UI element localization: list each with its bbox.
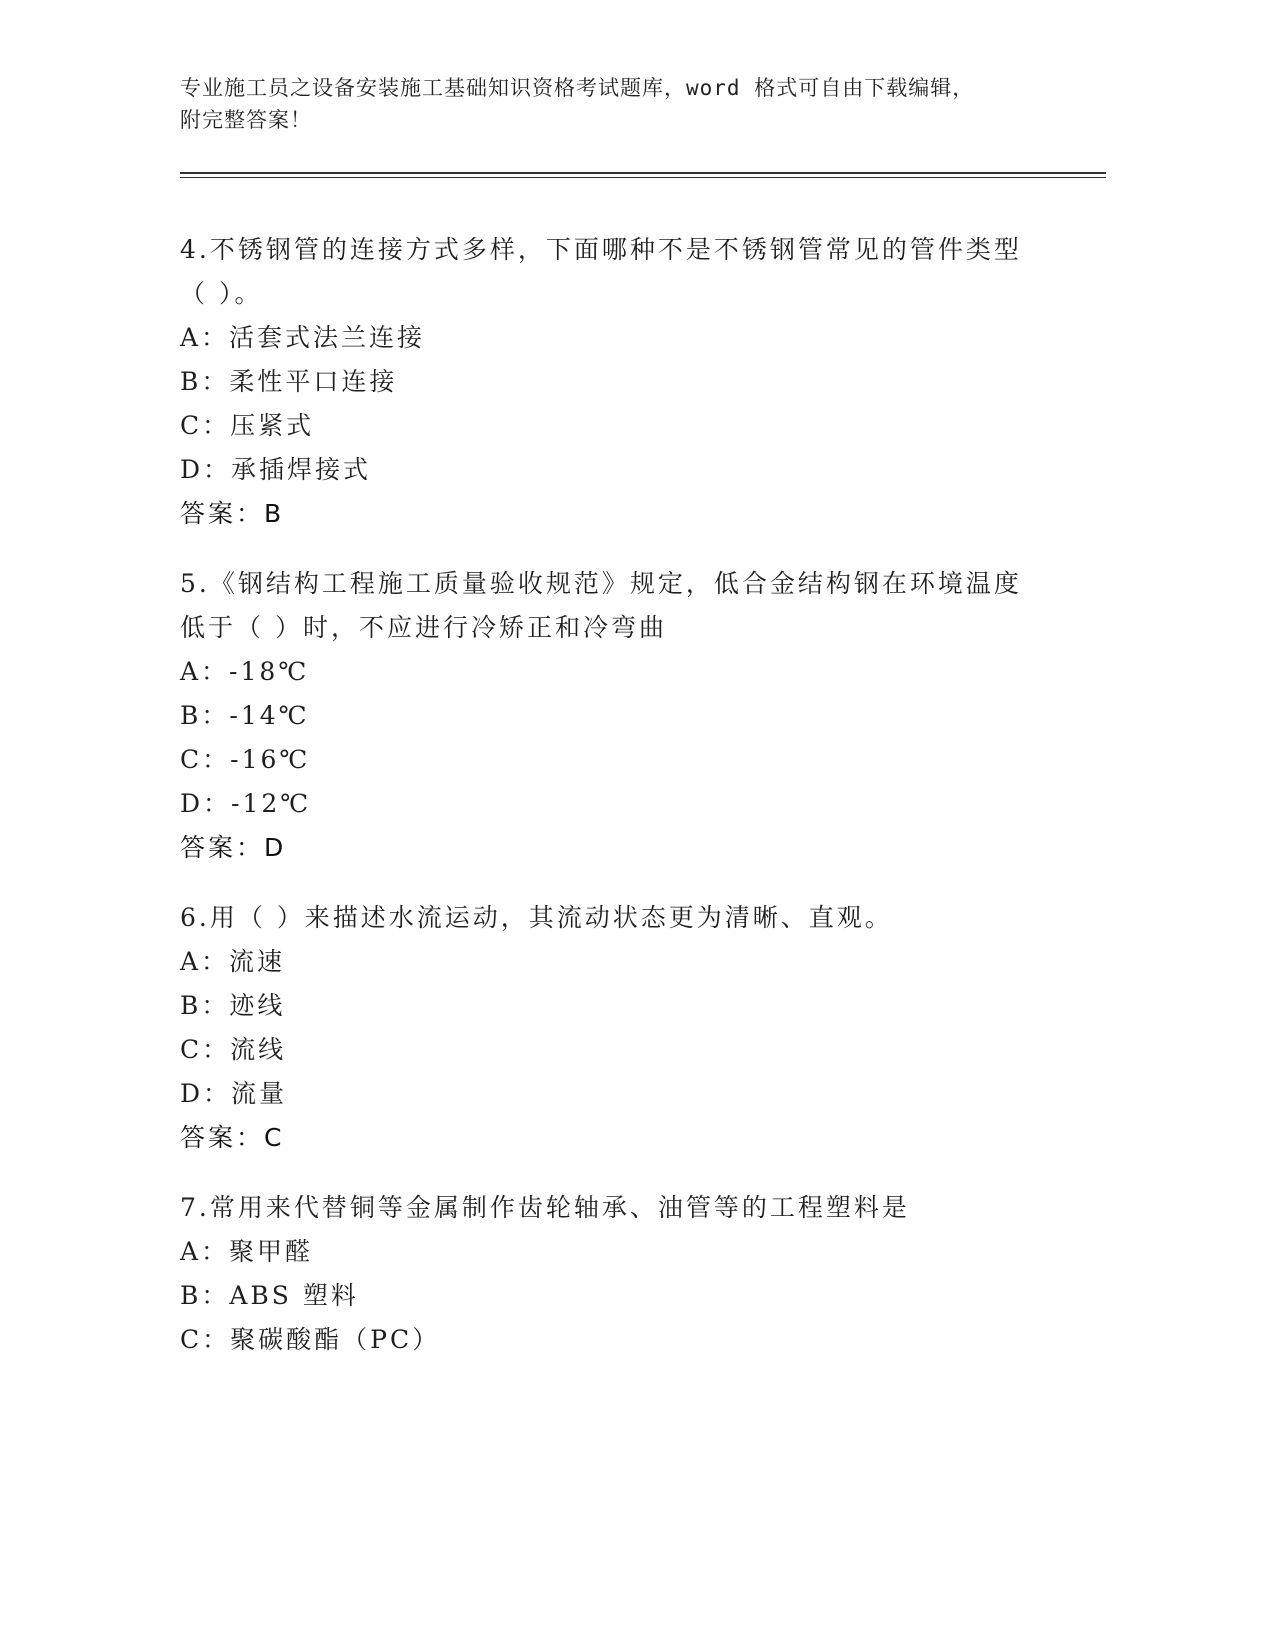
option-a: A：聚甲醛 <box>180 1237 314 1266</box>
question-text: 低于（ ）时，不应进行冷矫正和冷弯曲 <box>180 613 667 642</box>
option-d: D：-12℃ <box>180 789 312 818</box>
option-a: A：流速 <box>180 947 286 976</box>
question-text: 7.常用来代替铜等金属制作齿轮轴承、油管等的工程塑料是 <box>180 1193 910 1222</box>
option-a: A：-18℃ <box>180 657 310 686</box>
question-text: 6.用（ ）来描述水流运动，其流动状态更为清晰、直观。 <box>180 903 893 932</box>
header-line-2: 附完整答案！ <box>180 108 312 132</box>
option-c: C：压紧式 <box>180 411 315 440</box>
answer: 答案：C <box>180 1123 285 1152</box>
option-c: C：流线 <box>180 1035 287 1064</box>
option-b: B：-14℃ <box>180 701 310 730</box>
question-text: 4.不锈钢管的连接方式多样，下面哪种不是不锈钢管常见的管件类型 <box>180 235 1022 264</box>
header-divider-thin <box>180 177 1106 178</box>
option-c: C：-16℃ <box>180 745 311 774</box>
option-b: B：ABS 塑料 <box>180 1281 359 1310</box>
question-text: 5.《钢结构工程施工质量验收规范》规定，低合金结构钢在环境温度 <box>180 569 1022 598</box>
option-d: D：流量 <box>180 1079 288 1108</box>
option-a: A：活套式法兰连接 <box>180 323 426 352</box>
document-header <box>180 72 1060 136</box>
question-list <box>180 228 1060 1362</box>
question-7 <box>180 1186 1060 1362</box>
answer: 答案：B <box>180 499 285 528</box>
header-divider <box>180 172 1106 174</box>
header-line-1: 专业施工员之设备安装施工基础知识资格考试题库，word 格式可自由下载编辑， <box>180 76 975 100</box>
answer: 答案：D <box>180 833 287 862</box>
option-d: D：承插焊接式 <box>180 455 372 484</box>
question-text: （ ）。 <box>180 279 263 308</box>
option-b: B：柔性平口连接 <box>180 367 398 396</box>
question-6 <box>180 896 1060 1160</box>
option-b: B：迹线 <box>180 991 286 1020</box>
option-c: C：聚碳酸酯（PC） <box>180 1325 441 1354</box>
question-4 <box>180 228 1060 536</box>
question-5 <box>180 562 1060 870</box>
